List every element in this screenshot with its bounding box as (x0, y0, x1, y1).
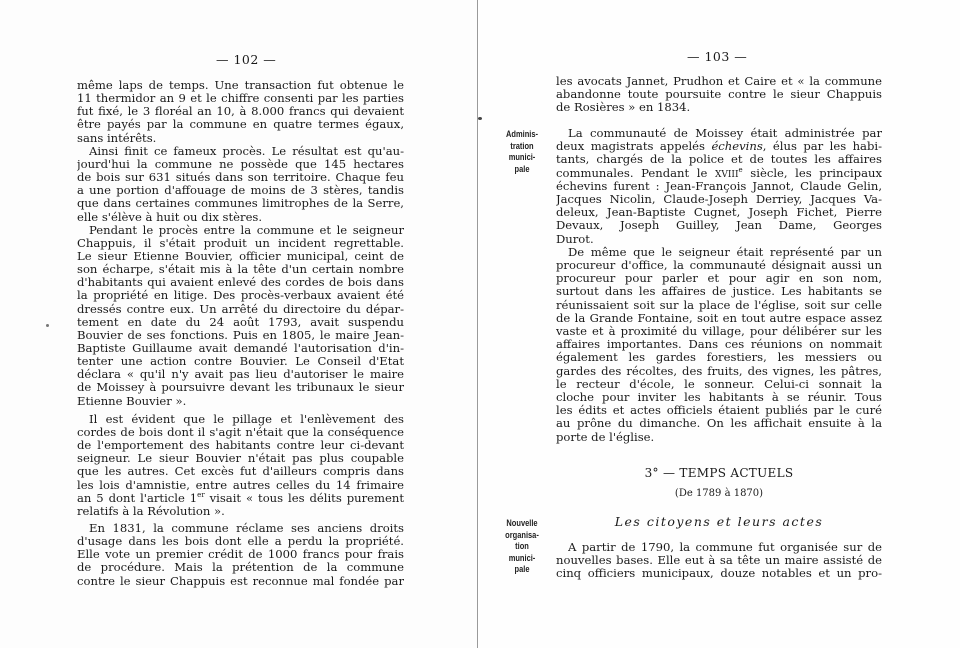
text-line (77, 439, 404, 452)
text-run: Le sieur Etienne Bouvier, officier municipal, ceint de (77, 249, 404, 263)
text-run: déclara « qu'il n'y avait pas lieu d'autoriser le maire (77, 368, 404, 382)
text-run: surtout dans les affaires de justice. Les habitants se (556, 285, 882, 299)
paper-speck (46, 324, 49, 327)
text-run: communales. Pendant le (556, 166, 715, 180)
text-run: jourd'hui la commune ne possède que 145 hectares (77, 157, 404, 171)
text-run: nouvelles bases. Elle eut à sa tête un maire assisté de (556, 554, 882, 568)
text-line (77, 211, 404, 224)
page-number-left: — 102 — (216, 52, 277, 67)
text-run: 11 thermidor an 9 et le chiffre consenti par les parties (77, 92, 404, 106)
text-run: son écharpe, s'était mis à la tête d'un certain nombre (77, 263, 404, 277)
text-line (556, 219, 882, 232)
paper-speck (478, 117, 482, 120)
text-run: échevins furent : Jean-François Jannot, Claude Gelin, (556, 179, 882, 193)
text-run: porte de l'église. (556, 430, 655, 444)
text-line (556, 338, 882, 351)
text-run: relatifs à la Révolution ». (77, 504, 225, 518)
text-run: les avocats Jannet, Prudhon et Caire et « la commune (556, 75, 882, 88)
text-run: cloche pour inviter les habitants à se réunir. Tous (556, 391, 882, 404)
text-run: A partir de 1790, la commune fut organisée sur de (568, 541, 882, 554)
superscript: e (738, 166, 743, 174)
text-line (77, 492, 404, 505)
section-dates: (De 1789 à 1870) (674, 488, 764, 499)
text-line (77, 548, 404, 561)
text-line (556, 259, 882, 272)
text-line (89, 145, 404, 158)
text-line (77, 426, 404, 439)
text-run: deux magistrats appelés (556, 140, 712, 154)
text-line (556, 567, 882, 580)
text-run: de bois sur 631 situés dans son territoire. Chaque feu (77, 171, 404, 185)
text-run: elle s'élève à huit ou dix stères. (77, 210, 263, 224)
text-line (77, 465, 404, 478)
margin-note-line: Adminis- (505, 129, 539, 140)
text-run: Il est évident que le pillage et l'enlèvement des (89, 412, 404, 426)
text-run: dressés contre eux. Un arrêté du directoire du dépar- (77, 302, 404, 316)
book-gutter (477, 0, 478, 648)
text-line (77, 575, 404, 588)
superscript: er (197, 491, 205, 499)
text-run: siècle, les principaux (742, 166, 882, 180)
text-run: Etienne Bouvier ». (77, 394, 187, 408)
text-run: deleux, Jean-Baptiste Cugnet, Joseph Fichet, Pierre (556, 206, 882, 220)
margin-note-administration (500, 129, 544, 175)
text-line (77, 355, 404, 368)
text-line (77, 171, 404, 184)
text-line (77, 118, 404, 131)
text-line (556, 285, 882, 298)
text-line (556, 88, 882, 101)
text-run: les lois d'amnistie, entre autres celles du 14 frimaire (77, 478, 404, 492)
text-run: affaires importantes. Dans ces réunions on nommait (556, 338, 882, 352)
text-line (568, 127, 882, 140)
text-run: , élus par les habi- (762, 140, 882, 154)
margin-note-line: tration (510, 140, 534, 152)
text-line (89, 224, 404, 237)
text-line (77, 329, 404, 342)
text-run: les édits et actes officiels étaient publiés par le curé (556, 404, 882, 418)
text-line (556, 365, 882, 378)
text-run: d'habitants qui avaient enlevé des cordes de bois dans (77, 276, 404, 290)
text-run: tants, chargés de la police et de toutes les affaires (556, 153, 882, 167)
text-run: cinq officiers municipaux, douze notables et un pro- (556, 567, 882, 581)
text-line (77, 79, 404, 92)
text-line (77, 535, 404, 548)
text-run: de Rosières » en 1834. (556, 101, 691, 115)
text-run: de la Grande Fontaine, soit en tout autre espace assez (556, 311, 882, 325)
text-line (556, 431, 882, 444)
text-line (89, 522, 404, 535)
text-line (556, 404, 882, 417)
text-run: également les gardes forestiers, les messiers ou (556, 351, 882, 365)
text-run: Pendant le procès entre la commune et le seigneur (89, 223, 404, 237)
text-run: Ainsi finit ce fameux procès. Le résultat est qu'au- (89, 144, 404, 158)
text-run: a une portion d'affouage de moins de 3 stères, tandis (77, 184, 404, 198)
text-run: que les autres. Cet excès fut d'ailleurs compris dans (77, 465, 404, 479)
text-line (556, 193, 882, 206)
text-line (77, 250, 404, 263)
text-line (77, 92, 404, 105)
text-run: an 5 dont l'article 1 (77, 491, 198, 505)
text-line (77, 132, 404, 145)
text-line (77, 184, 404, 197)
text-run: Bouvier de ses fonctions. Puis en 1805, le maire Jean- (77, 328, 404, 342)
section-heading: 3° — TEMPS ACTUELS (644, 466, 794, 480)
text-line (77, 158, 404, 171)
italic-term: échevins (711, 140, 763, 154)
text-run: au prône du dimanche. On les affichait ensuite à la (556, 417, 882, 431)
text-line (556, 391, 882, 404)
text-run: de Moissey à poursuivre devant les tribunaux le sieur (77, 381, 404, 395)
text-run: contre le sieur Chappuis est reconnue mal fondée par (77, 574, 404, 588)
text-run: Baptiste Guillaume avait demandé l'autorisation d'in- (77, 342, 404, 355)
text-line (556, 180, 882, 193)
text-line (77, 479, 404, 492)
margin-note-line: munici- (508, 152, 536, 164)
text-line (77, 303, 404, 316)
text-line (556, 140, 882, 153)
text-run: De même que le seigneur était représenté par un (568, 245, 882, 259)
text-line (556, 206, 882, 219)
text-line (77, 197, 404, 210)
margin-note-line: pale (514, 564, 530, 576)
text-run: réunissaient soit sur la place de l'église, soit sur celle (556, 298, 882, 312)
text-line (556, 153, 882, 166)
text-line (77, 276, 404, 289)
text-run: Elle vote un premier crédit de 1000 francs pour frais (77, 548, 404, 562)
text-run: que dans certaines communes limitrophes de la Serre, (77, 197, 404, 211)
text-line (77, 381, 404, 394)
text-run: Jacques Nicolin, Claude-Joseph Derriey, Jacques Va- (556, 193, 882, 206)
text-line (77, 342, 404, 355)
text-run: tement en date du 24 août 1793, avait suspendu (77, 315, 404, 329)
text-line (556, 417, 882, 430)
text-line (89, 413, 404, 426)
text-line (556, 312, 882, 325)
text-run: être payés par la commune en quatre termes égaux, (77, 118, 404, 132)
text-run: vaste et à proximité du village, pour délibérer sur les (556, 325, 882, 338)
text-run: de procédure. Mais la prétention de la commune (77, 561, 404, 575)
text-run: La communauté de Moissey était administrée par (568, 127, 882, 140)
text-line (77, 289, 404, 302)
text-line (556, 325, 882, 338)
text-line (77, 505, 404, 518)
page-number-right: — 103 — (687, 49, 748, 64)
century-numeral: XVIII (714, 169, 739, 180)
text-line (556, 299, 882, 312)
text-run: En 1831, la commune réclame ses anciens droits (89, 521, 404, 535)
margin-note-line: Nouvelle (506, 518, 538, 529)
text-run: le recteur d'école, le sonneur. Celui-ci sonnait la (556, 377, 882, 391)
text-run: seigneur. Le sieur Bouvier n'était pas plus coupable (77, 452, 404, 466)
text-line (77, 263, 404, 276)
text-run: fut fixé, le 3 floréal an 10, à 8.000 francs qui devaient (77, 105, 404, 119)
text-line (77, 316, 404, 329)
text-line (556, 378, 882, 391)
text-run: la propriété en litige. Des procès-verbaux avaient été (77, 289, 404, 303)
margin-note-nouvelle-organisation (500, 518, 544, 576)
text-line (77, 368, 404, 381)
text-run: Durot. (556, 232, 594, 246)
text-line (77, 237, 404, 250)
text-run: Chappuis, il s'était produit un incident regrettable. (77, 236, 404, 250)
margin-note-line: tion (515, 541, 529, 553)
margin-note-line: pale (514, 163, 530, 175)
text-run: abandonne toute poursuite contre le sieur Chappuis (556, 88, 882, 102)
text-run: de l'emportement des habitants contre leur ci-devant (77, 439, 404, 453)
text-line (556, 272, 882, 285)
text-line (556, 101, 882, 114)
text-line (556, 554, 882, 567)
text-run: Devaux, Joseph Guilley, Jean Dame, Georges (556, 219, 882, 233)
section-subtitle: Les citoyens et leurs actes (614, 514, 824, 529)
text-run: sans intérêts. (77, 131, 157, 145)
text-line (77, 561, 404, 574)
margin-note-line: organisa- (505, 529, 539, 541)
text-run: procureur pour parler et pour agir en son nom, (556, 272, 882, 286)
text-run: tenter une action contre Bouvier. Le Conseil d'Etat (77, 355, 404, 369)
text-line (568, 541, 882, 554)
text-run: visait « tous les délits purement (204, 491, 404, 505)
text-line (568, 246, 882, 259)
text-run: d'usage dans les bois dont elle a perdu la propriété. (77, 535, 404, 549)
text-line (556, 233, 882, 246)
text-line (556, 351, 882, 364)
text-run: procureur d'office, la communauté désignait aussi un (556, 259, 882, 272)
margin-note-line: munici- (508, 552, 536, 564)
text-run: gardes des récoltes, des fruits, des vignes, les pâtres, (556, 364, 882, 378)
text-run: même laps de temps. Une transaction fut obtenue le (77, 79, 404, 92)
text-run: cordes de bois dont il s'agit n'était que la conséquence (77, 425, 404, 439)
text-line (556, 75, 882, 88)
text-line (77, 105, 404, 118)
text-line (77, 452, 404, 465)
text-line (77, 395, 404, 408)
